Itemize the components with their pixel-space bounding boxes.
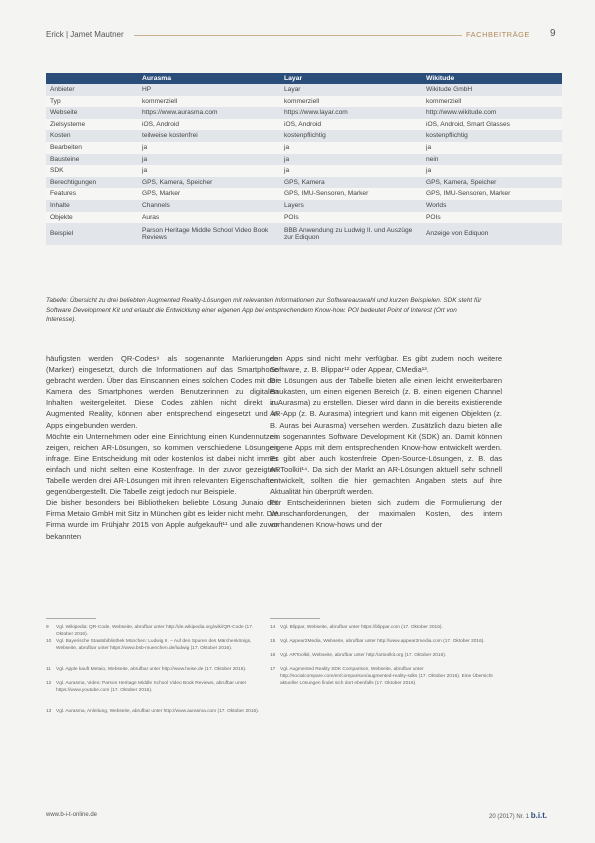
footnote <box>270 638 495 645</box>
row-label-cell: Kosten <box>46 130 138 142</box>
footer-issue <box>489 811 547 820</box>
footnote <box>270 624 495 631</box>
table-header-cell: Wikitude <box>422 73 562 84</box>
paragraph: Für Entscheiderinnen bieten sich zudem die Formulierung der Wunschanforderungen, der maximalen Kosten, des intern vorhandenen Know-hows und der <box>270 498 502 530</box>
footnote <box>270 652 495 659</box>
footnote-number: 12 <box>46 681 52 686</box>
table-cell: ja <box>138 142 280 154</box>
footnote <box>46 708 271 715</box>
table-cell: iOS, Android <box>280 119 422 131</box>
row-label-cell: Features <box>46 188 138 200</box>
table-cell: ja <box>422 142 562 154</box>
footnote-number: 17 <box>270 667 276 672</box>
paragraph: den Apps sind nicht mehr verfügbar. Es gibt zudem noch weitere Software, z. B. Blippar¹² oder Appear, CMedia¹³. <box>270 354 502 375</box>
table-cell: Anzeige von Ediquon <box>422 223 562 245</box>
footer-issue-text: 20 (2017) Nr. 1 <box>489 814 530 820</box>
footnote-rule <box>46 618 96 619</box>
table-cell: ja <box>280 154 422 166</box>
footnote-number: 11 <box>46 667 51 672</box>
footnote-number: 14 <box>270 625 276 630</box>
row-label-cell: Anbieter <box>46 84 138 96</box>
row-label-cell: Bausteine <box>46 154 138 166</box>
table-row <box>46 188 562 200</box>
header-rule <box>134 35 462 36</box>
table-cell: kommerziell <box>280 96 422 108</box>
table-row <box>46 200 562 212</box>
paragraph: Die Lösungen aus der Tabelle bieten alle einen leicht erweiterbaren Baukasten, um einen eigenen Bereich (z. B. einen eigenen Channel in Aurasma) zu erstellen. Dieser wird dann in die bereits existierende AR-App (z. B. Aurasma) integriert und kann mit eigenen Objekten (z. B. Auras bei Aurasma) versehen werden. Zusätzlich dazu bieten alle ein sogenanntes Software Development Kit (SDK) an. Damit können eigene Apps mit dem entsprechenden Know-how entwickelt werden. Es gibt aber auch kostenfreie Open-Source-Lösungen, z. B. das ARToolkit¹⁴. Da sich der Markt an AR-Lösungen aktuell sehr schnell entwickelt, sollten die hier gemachten Angaben stets auf ihre Aktualität hin überprüft werden. <box>270 376 502 497</box>
table-header-cell <box>46 73 138 84</box>
footnote-text: Vgl. Wikipedia: QR-Code, Webseite, abrufbar unter http://de.wikipedia.org/wiki/QR-Code (17. Oktober 2016). <box>56 625 254 637</box>
footnote-number: 15 <box>270 639 276 644</box>
table-cell: Worlds <box>422 200 562 212</box>
table-cell: Wikitude GmbH <box>422 84 562 96</box>
table-row <box>46 154 562 166</box>
table-cell: ja <box>422 165 562 177</box>
footnote-text: Vgl. Appear2Media, Webseite, abrufbar unter http://www.appear2media.com (17. Oktober 2016). <box>280 639 485 644</box>
table-cell: https://www.aurasma.com <box>138 107 280 119</box>
table-row <box>46 130 562 142</box>
table-cell: http://www.wikitude.com <box>422 107 562 119</box>
row-label-cell: Berechtigungen <box>46 177 138 189</box>
table-cell: iOS, Android, Smart Glasses <box>422 119 562 131</box>
table-cell: HP <box>138 84 280 96</box>
footnote-number: 10 <box>46 639 52 644</box>
table-row <box>46 119 562 131</box>
body-column-left <box>46 353 278 542</box>
row-label-cell: SDK <box>46 165 138 177</box>
table-header-row <box>46 73 562 84</box>
paragraph: Möchte ein Unternehmen oder eine Einrichtung einen Kundennutzen zeigen, reichen AR-Lösungen, so kommen verschiedene Lösungen infrage. Eine Entscheidung mit oder kostenlos ist dabei nicht immer einfach und nicht selten eine Kostenfrage. In der zuvor gezeigten Tabelle werden drei AR-Lösungen mit ihren relevanten Eigenschaften gegenübergestellt. Die Tabelle zeigt jedoch nur Beispiele. <box>46 431 278 497</box>
table-cell: Auras <box>138 212 280 224</box>
footer-url[interactable]: www.b-i-t-online.de <box>46 812 98 818</box>
table-cell: GPS, Marker <box>138 188 280 200</box>
table-cell: Parson Heritage Middle School Video Book Reviews <box>138 223 280 245</box>
table-row <box>46 177 562 189</box>
table-row <box>46 142 562 154</box>
page-number: 9 <box>550 28 556 39</box>
body-column-right <box>270 353 502 531</box>
table-header-cell: Aurasma <box>138 73 280 84</box>
footnote-text: Vgl. Aurasma, Video: Parson Heritage Middle School Video Book Reviews, abrufbar unter https://www.youtube.com (17. Oktober 2016). <box>56 681 247 693</box>
footnote-text: Vgl. Apple kauft Metaio, Webseite, abrufbar unter http://www.heise.de (17. Oktober 2016). <box>56 667 247 672</box>
table-cell: kommerziell <box>138 96 280 108</box>
table-cell: POIs <box>422 212 562 224</box>
table-cell: Layar <box>280 84 422 96</box>
table-cell: ja <box>280 165 422 177</box>
footnote-text: Vgl. Blippar, Webseite, abrufbar unter https://blippar.com (17. Oktober 2016). <box>280 625 443 630</box>
table-cell: nein <box>422 154 562 166</box>
running-header-authors: Erick | Jamet Mautner <box>46 30 124 39</box>
row-label-cell: Typ <box>46 96 138 108</box>
row-label-cell: Objekte <box>46 212 138 224</box>
table-cell: GPS, IMU-Sensoren, Marker <box>280 188 422 200</box>
footnote <box>46 624 271 638</box>
table-cell: kostenpflichtig <box>280 130 422 142</box>
table-cell: GPS, Kamera, Speicher <box>422 177 562 189</box>
footnote-text: Vgl. ARToolkit, Webseite, abrufbar unter http://artoolkit.org (17. Oktober 2016). <box>280 653 447 658</box>
row-label-cell: Webseite <box>46 107 138 119</box>
table-cell: ja <box>138 154 280 166</box>
row-label-cell: Zielsysteme <box>46 119 138 131</box>
footnote <box>46 666 271 673</box>
footnote <box>46 680 271 694</box>
footnote-text: Vgl. Augmented Reality SDK Comparison, Webseite, abrufbar unter http://socialcompare.com/en/comparison/augmented-reality-sdks (17. Oktober 2016). Eine Übersicht aktueller Lösungen findet sich dort ebenfalls (17. Oktober 2016). <box>280 667 493 686</box>
footnote <box>46 638 271 652</box>
table-cell: Layers <box>280 200 422 212</box>
table-cell: https://www.layar.com <box>280 107 422 119</box>
footer-brand-logo: b.i.t. <box>530 811 548 820</box>
footnote <box>270 666 495 687</box>
table-cell: teilweise kostenfrei <box>138 130 280 142</box>
row-label-cell: Inhalte <box>46 200 138 212</box>
table-cell: POIs <box>280 212 422 224</box>
table-cell: kostenpflichtig <box>422 130 562 142</box>
table-row <box>46 223 562 245</box>
row-label-cell: Beispiel <box>46 223 138 245</box>
table-cell: GPS, Kamera <box>280 177 422 189</box>
table-cell: GPS, IMU-Sensoren, Marker <box>422 188 562 200</box>
table-cell: GPS, Kamera, Speicher <box>138 177 280 189</box>
table-cell: BBB Anwendung zu Ludwig II. und Auszüge zur Ediquon <box>280 223 422 245</box>
paragraph: häufigsten werden QR-Codes⁹ als sogenannte Markierungen (Marker) eingesetzt, durch die Informationen auf das Smartphone gebracht werden. Über das Einscannen eines solchen Codes mit der Kamera des Smartphones werden Benutzerinnen zu digitalen Inhalten weitergeleitet. Diese Codes zählen nicht direkt zu Augmented Reality, können aber entsprechend eingesetzt und in Apps eingebunden werden. <box>46 354 278 430</box>
footnote-text: Vgl. Aurasma, Anleitung, Webseite, abrufbar unter http://www.aurasma.com (17. Oktober 2016). <box>56 709 260 714</box>
running-header-section: FACHBEITRÄGE <box>466 30 530 39</box>
footnote-number: 16 <box>270 653 276 658</box>
footnote-number: 13 <box>46 709 52 714</box>
table-cell: kommerziell <box>422 96 562 108</box>
table-cell: iOS, Android <box>138 119 280 131</box>
comparison-table <box>46 73 562 245</box>
row-label-cell: Bearbeiten <box>46 142 138 154</box>
footnote-number: 9 <box>46 625 49 630</box>
footnote-rule <box>270 618 320 619</box>
paragraph: Die bisher besonders bei Bibliotheken beliebte Lösung Junaio der Firma Metaio GmbH mit Sitz in München gibt es leider nicht mehr. Die Firma wurde im Frühjahr 2015 von Apple aufgekauft¹¹ und alle zuvor bekannten <box>46 498 278 541</box>
footnote-text: Vgl. Bayerische Staatsbibliothek München: Ludwig II. – Auf den Spuren des Märchenkönigs, Webseite, abrufbar unter https://www.bsb-muenchen.de/ludwig (17. Oktober 2016). <box>56 639 252 651</box>
table-caption: Tabelle: Übersicht zu drei beliebten Augmented Reality-Lösungen mit relevanten Informationen zur Softwareauswahl und kurzen Beispielen. SDK steht für Software Development Kit und erlaubt die Entwicklung einer eigenen App bei entsprechendem Know-how. POI bedeutet Point of Interest (Ort von Interesse). <box>46 297 482 324</box>
table-cell: ja <box>280 142 422 154</box>
table-row <box>46 84 562 96</box>
table-cell: ja <box>138 165 280 177</box>
table-row <box>46 96 562 108</box>
table-row <box>46 107 562 119</box>
table-row <box>46 212 562 224</box>
table-header-cell: Layar <box>280 73 422 84</box>
table-row <box>46 165 562 177</box>
table-cell: Channels <box>138 200 280 212</box>
